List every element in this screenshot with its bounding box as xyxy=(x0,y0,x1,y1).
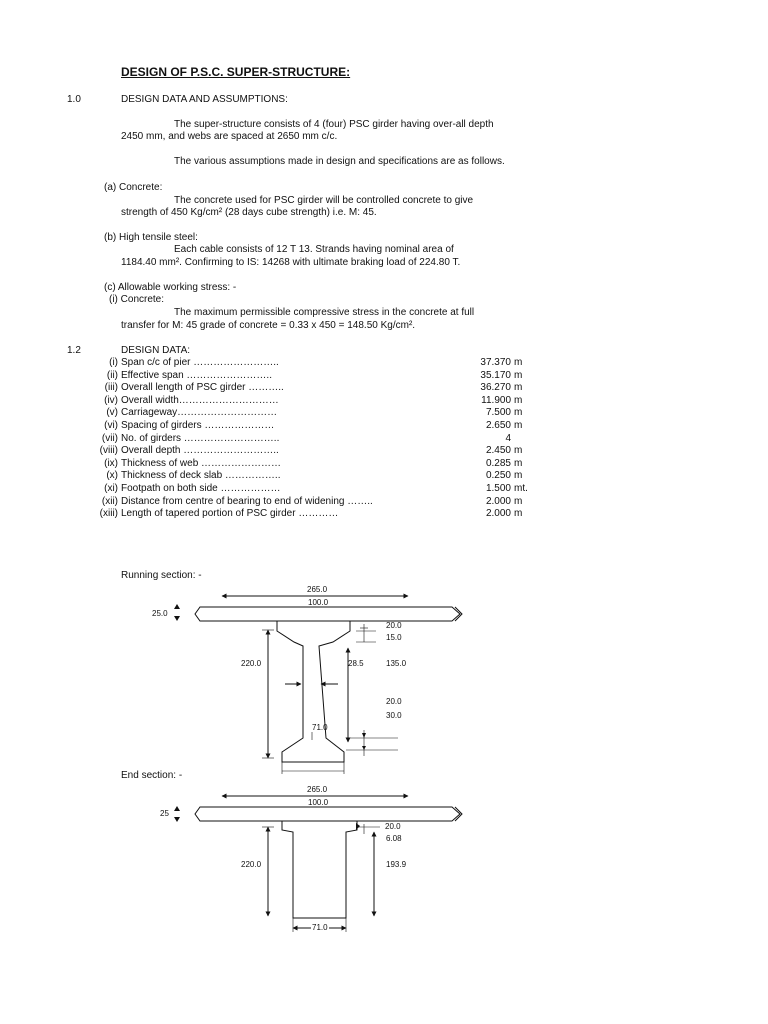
table-row-value: 2.000 xyxy=(485,508,511,519)
table-row-unit: m xyxy=(514,407,523,418)
table-row-value: 1.500 xyxy=(485,483,511,494)
paragraph-text: strength of 450 Kg/cm² (28 days cube strength) i.e. M: 45. xyxy=(121,207,377,218)
table-row-unit: m xyxy=(514,496,523,507)
dim-label-top-width: 100.0 xyxy=(308,598,329,607)
intro-text: The super-structure consists of 4 (four) PSC girder having over-all depth xyxy=(174,119,494,130)
page-title: DESIGN OF P.S.C. SUPER-STRUCTURE: xyxy=(121,65,351,79)
table-row-value: 2.000 xyxy=(485,496,511,507)
table-row-label: Thickness of deck slab …………….. xyxy=(121,470,281,481)
paragraph-text: The maximum permissible compressive stress in the concrete at full xyxy=(174,307,475,318)
dim-label-depth: 220.0 xyxy=(241,860,262,869)
end-section-caption: End section: - xyxy=(121,770,183,781)
table-row-number: (ix) xyxy=(104,458,118,469)
table-row-value: 37.370 xyxy=(480,357,511,368)
running-section-caption: Running section: - xyxy=(121,570,202,581)
table-row-number: (x) xyxy=(106,470,118,481)
dim-label-haunch: 6.08 xyxy=(386,834,402,843)
dim-label-overall-width: 265.0 xyxy=(307,585,328,594)
table-row-number: (xii) xyxy=(101,496,118,507)
deck-slab xyxy=(195,607,460,621)
table-row-unit: m xyxy=(514,382,523,393)
table-row-value: 0.285 xyxy=(485,458,511,469)
table-row-unit: m xyxy=(514,395,523,406)
table-row-value: 0.250 xyxy=(485,470,511,481)
table-row-label: Effective span …………………….. xyxy=(121,370,272,381)
table-row-unit: m xyxy=(514,508,523,519)
dim-label-haunch: 20.0 xyxy=(385,822,401,831)
table-row-label: Overall depth ……………………….. xyxy=(121,445,279,456)
table-row-number: (i) xyxy=(109,357,118,368)
dim-label-haunch: 15.0 xyxy=(386,633,402,642)
girder-outline xyxy=(277,621,350,762)
table-row-unit: m xyxy=(514,370,523,381)
table-row-label: Length of tapered portion of PSC girder ………… xyxy=(121,508,339,519)
table-row-unit: m xyxy=(514,470,523,481)
subsection-label: (i) Concrete: xyxy=(109,294,165,305)
table-row-label: No. of girders ……………………….. xyxy=(121,433,280,444)
subsection-label: (a) Concrete: xyxy=(104,182,163,193)
paragraph-text: Each cable consists of 12 T 13. Strands having nominal area of xyxy=(174,244,454,255)
subsection-label: (c) Allowable working stress: - xyxy=(104,282,237,293)
girder-outline xyxy=(282,821,357,918)
table-row-label: Spacing of girders ………………… xyxy=(121,420,275,431)
break-line xyxy=(455,807,462,821)
table-row-number: (xiii) xyxy=(99,508,118,519)
table-row-unit: m xyxy=(514,458,523,469)
table-row-unit: mt. xyxy=(514,483,528,494)
dim-label-web-half: 28.5 xyxy=(348,659,364,668)
table-row-number: (xi) xyxy=(104,483,118,494)
dim-label-depth: 220.0 xyxy=(241,659,262,668)
running-section-drawing xyxy=(174,596,462,774)
paragraph-text: transfer for M: 45 grade of concrete = 0.33 x 450 = 148.50 Kg/cm². xyxy=(121,320,416,331)
table-row-value: 11.900 xyxy=(481,395,511,406)
dim-label-bottom-width: 71.0 xyxy=(312,923,328,932)
paragraph-text: 1184.40 mm². Confirming to IS: 14268 with ultimate braking load of 224.80 T. xyxy=(121,257,461,268)
break-line xyxy=(455,607,462,621)
subsection-label: (b) High tensile steel: xyxy=(104,232,198,243)
section-heading: DESIGN DATA AND ASSUMPTIONS: xyxy=(121,94,288,105)
dim-label-web-height: 135.0 xyxy=(386,659,407,668)
table-row-unit: m xyxy=(514,357,523,368)
assumptions-text: The various assumptions made in design and specifications are as follows. xyxy=(174,156,505,167)
dim-label-slab-thickness: 25.0 xyxy=(152,609,168,618)
dim-label-bulb: 20.0 xyxy=(386,697,402,706)
intro-text: 2450 mm, and webs are spaced at 2650 mm c/c. xyxy=(121,131,338,142)
table-row-value: 2.650 xyxy=(485,420,511,431)
table-row-value: 35.170 xyxy=(480,370,511,381)
table-row-label: Span c/c of pier …………………….. xyxy=(121,357,279,368)
table-row-value: 4 xyxy=(505,433,511,444)
table-row-label: Distance from centre of bearing to end of widening …….. xyxy=(121,496,373,507)
table-row-number: (viii) xyxy=(99,445,118,456)
deck-slab xyxy=(195,807,460,821)
dim-label-top-width: 100.0 xyxy=(308,798,329,807)
table-row-number: (vii) xyxy=(101,433,118,444)
table-row-label: Carriageway………………………… xyxy=(121,407,278,418)
table-row-number: (iii) xyxy=(104,382,118,393)
dim-label-bulb: 30.0 xyxy=(386,711,402,720)
table-row-number: (v) xyxy=(106,407,118,418)
table-row-label: Footpath on both side ……………… xyxy=(121,483,281,494)
paragraph-text: The concrete used for PSC girder will be controlled concrete to give xyxy=(174,195,474,206)
table-row-number: (vi) xyxy=(104,420,118,431)
dim-label-bottom-width: 71.0 xyxy=(312,723,328,732)
dim-label-overall-width: 265.0 xyxy=(307,785,328,794)
table-row-number: (ii) xyxy=(106,370,118,381)
dim-label-slab-thickness: 25 xyxy=(160,809,169,818)
dim-label-web-height: 193.9 xyxy=(386,860,407,869)
end-section-drawing xyxy=(174,796,462,932)
dim-label-haunch: 20.0 xyxy=(386,621,402,630)
table-row-unit: m xyxy=(514,420,523,431)
section-heading: DESIGN DATA: xyxy=(121,345,191,356)
table-row-label: Overall width………………………… xyxy=(121,395,279,406)
table-row-value: 36.270 xyxy=(480,382,511,393)
table-row-value: 7.500 xyxy=(485,407,511,418)
table-row-label: Thickness of web …………………… xyxy=(121,458,282,469)
table-row-unit: m xyxy=(514,445,523,456)
table-row-value: 2.450 xyxy=(485,445,511,456)
table-row-label: Overall length of PSC girder ……….. xyxy=(121,382,284,393)
table-row-number: (iv) xyxy=(104,395,118,406)
section-number: 1.2 xyxy=(67,345,81,356)
section-number: 1.0 xyxy=(67,94,81,105)
